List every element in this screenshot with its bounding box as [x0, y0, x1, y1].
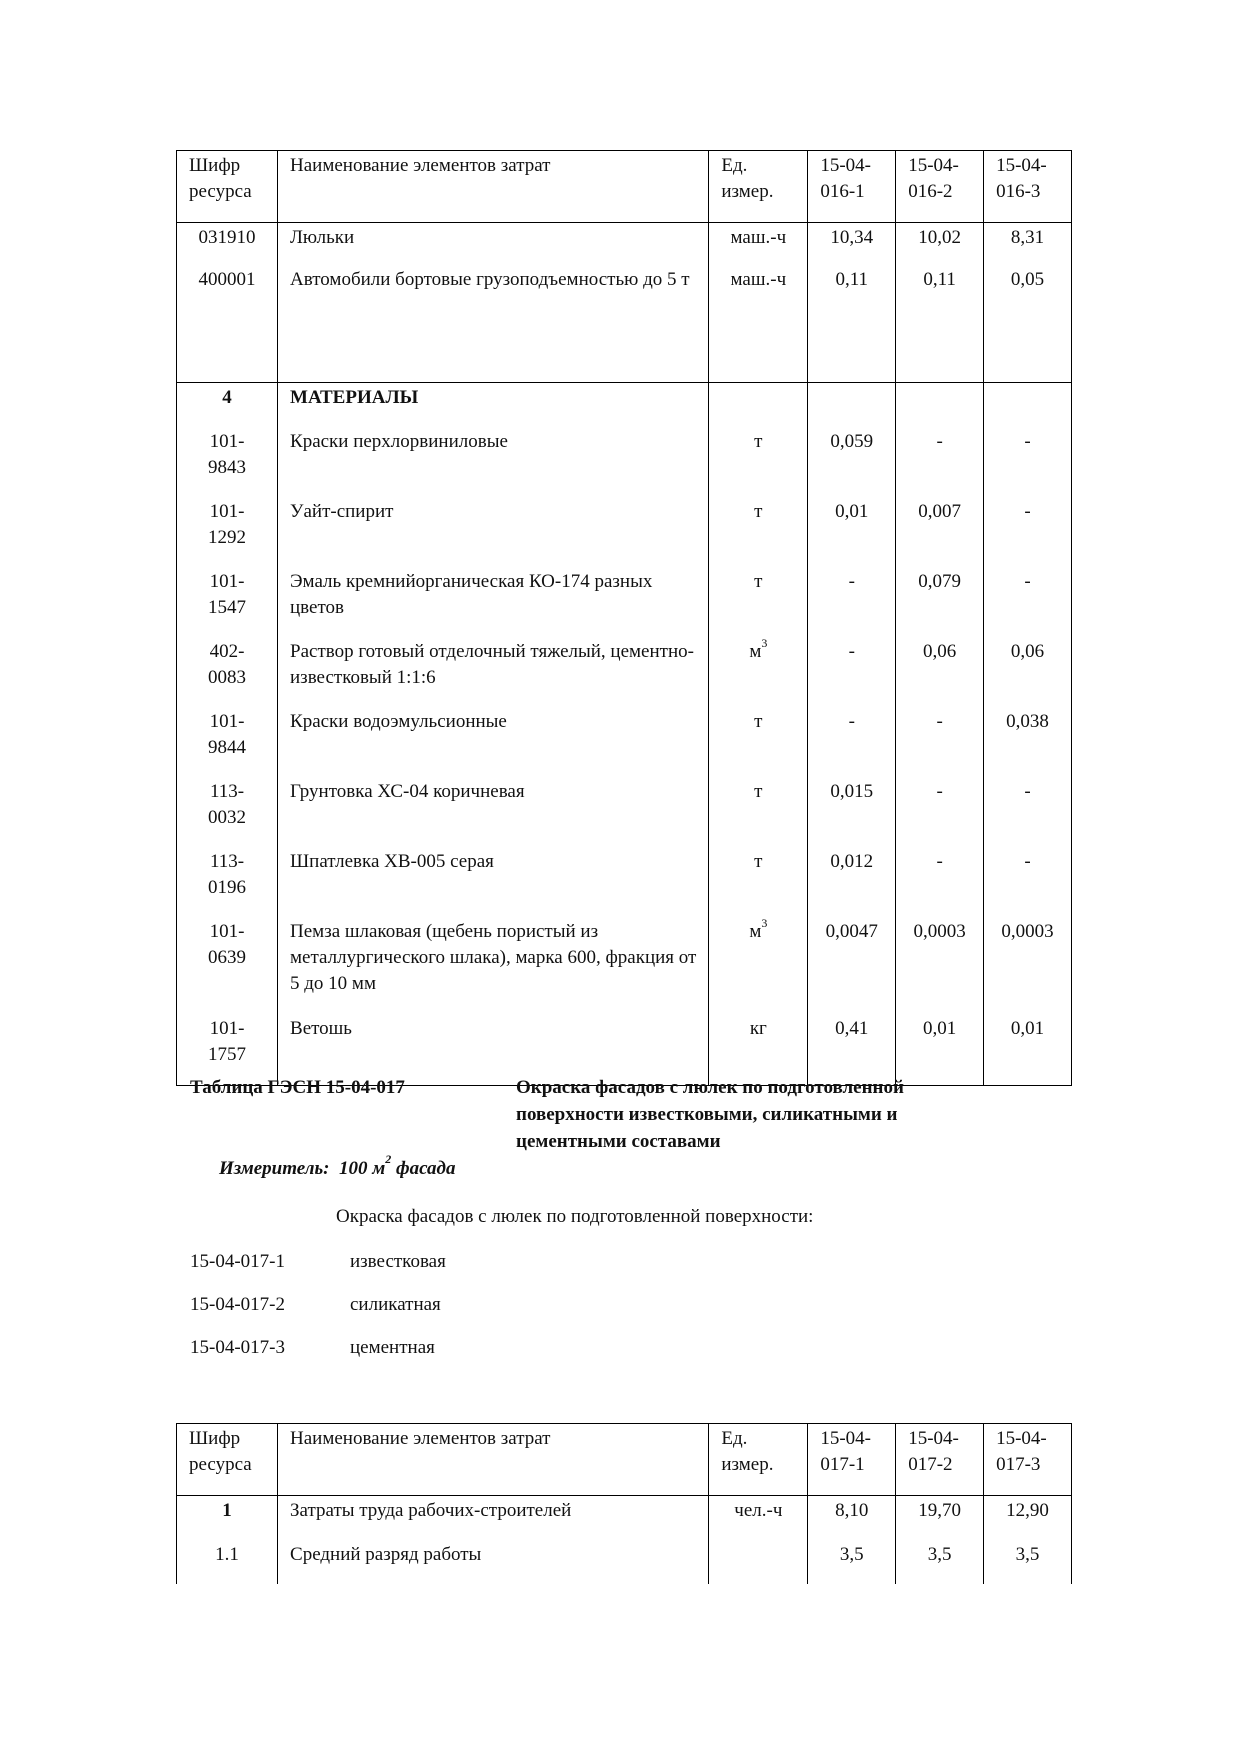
material-value-3: -: [984, 567, 1072, 637]
header-unit: Ед. измер.: [709, 151, 808, 223]
measure-suffix: фасада: [391, 1158, 456, 1179]
header-code: Шифр ресурса: [177, 151, 278, 223]
material-value-2: -: [896, 427, 984, 497]
row-value-3: 12,90: [984, 1496, 1072, 1540]
row-unit: [709, 1540, 808, 1584]
header-col1: 15-04-016-1: [808, 151, 896, 223]
row-code: 1: [177, 1496, 278, 1540]
material-unit: т: [709, 427, 808, 497]
table-row: [177, 267, 1072, 383]
table-row: [177, 223, 1072, 267]
row-code: 031910: [177, 223, 278, 267]
material-value-2: 0,01: [896, 1014, 984, 1086]
row-name: Затраты труда рабочих-строителей: [278, 1496, 709, 1540]
material-value-1: -: [808, 707, 896, 777]
material-name: Шпатлевка ХВ-005 серая: [278, 847, 709, 917]
empty-cell: [984, 383, 1072, 427]
list-item: [190, 1248, 446, 1275]
material-value-1: 0,059: [808, 427, 896, 497]
item-code: 15-04-017-3: [190, 1337, 285, 1358]
resources-table-017: [176, 1423, 1072, 1584]
material-code: 101-1547: [177, 567, 278, 637]
material-code: 402-0083: [177, 637, 278, 707]
material-name: Пемза шлаковая (щебень пористый из металлургического шлака), марка 600, фракция от 5 до 10 мм: [278, 917, 709, 1014]
material-code: 113-0032: [177, 777, 278, 847]
intro-text: Окраска фасадов с люлек по подготовленной поверхности:: [336, 1206, 814, 1227]
material-code: 113-0196: [177, 847, 278, 917]
material-value-3: 0,038: [984, 707, 1072, 777]
list-item: [190, 1334, 435, 1361]
material-unit: т: [709, 847, 808, 917]
material-value-2: -: [896, 707, 984, 777]
material-unit: кг: [709, 1014, 808, 1086]
material-value-3: 0,01: [984, 1014, 1072, 1086]
material-value-3: -: [984, 777, 1072, 847]
material-name: Уайт-спирит: [278, 497, 709, 567]
material-name: Ветошь: [278, 1014, 709, 1086]
unit-text: м: [749, 640, 762, 662]
material-unit: [709, 637, 808, 707]
material-value-1: 0,012: [808, 847, 896, 917]
row-name: Автомобили бортовые грузоподъемностью до 5 т: [278, 267, 709, 383]
table-row: [177, 1496, 1072, 1540]
row-value-2: 10,02: [896, 223, 984, 267]
material-value-1: -: [808, 567, 896, 637]
material-value-3: 0,06: [984, 637, 1072, 707]
item-label: цементная: [350, 1337, 435, 1358]
material-code: 101-1292: [177, 497, 278, 567]
table-header-row: [177, 1424, 1072, 1496]
row-name: Люльки: [278, 223, 709, 267]
material-value-2: 0,06: [896, 637, 984, 707]
header-col2: 15-04-016-2: [896, 151, 984, 223]
header-unit: Ед. измер.: [709, 1424, 808, 1496]
header-name: Наименование элементов затрат: [278, 151, 709, 223]
row-value-3: 3,5: [984, 1540, 1072, 1584]
material-code: 101-1757: [177, 1014, 278, 1086]
measure-sup: 2: [385, 1152, 392, 1166]
material-code: 101-9843: [177, 427, 278, 497]
header-col3: 15-04-017-3: [984, 1424, 1072, 1496]
row-value-2: 3,5: [896, 1540, 984, 1584]
table-code: Таблица ГЭСН 15-04-017: [190, 1077, 405, 1098]
material-value-3: -: [984, 427, 1072, 497]
material-code: 101-9844: [177, 707, 278, 777]
section-name: МАТЕРИАЛЫ: [278, 383, 709, 427]
section-row: [177, 383, 1072, 427]
unit-sup: 3: [761, 635, 768, 650]
row-unit: чел.-ч: [709, 1496, 808, 1540]
header-col2: 15-04-017-2: [896, 1424, 984, 1496]
material-value-1: 0,01: [808, 497, 896, 567]
material-name: Эмаль кремнийорганическая КО-174 разных цветов: [278, 567, 709, 637]
material-value-1: -: [808, 637, 896, 707]
material-unit: т: [709, 777, 808, 847]
material-value-2: 0,079: [896, 567, 984, 637]
unit-text: м: [749, 920, 762, 942]
material-value-1: 0,015: [808, 777, 896, 847]
material-row: [177, 497, 1072, 567]
empty-cell: [808, 383, 896, 427]
row-value-2: 19,70: [896, 1496, 984, 1540]
material-unit: [709, 917, 808, 1014]
row-value-3: 8,31: [984, 223, 1072, 267]
item-label: силикатная: [350, 1294, 441, 1315]
material-name: Краски водоэмульсионные: [278, 707, 709, 777]
row-value-1: 10,34: [808, 223, 896, 267]
material-unit: т: [709, 707, 808, 777]
material-name: Раствор готовый отделочный тяжелый, цементно-известковый 1:1:6: [278, 637, 709, 707]
material-value-2: 0,0003: [896, 917, 984, 1014]
material-row: [177, 777, 1072, 847]
item-label: известковая: [350, 1251, 446, 1272]
measure-label: Измеритель:: [219, 1158, 330, 1179]
material-value-3: 0,0003: [984, 917, 1072, 1014]
row-code: 400001: [177, 267, 278, 383]
table-row: [177, 1540, 1072, 1584]
header-name: Наименование элементов затрат: [278, 1424, 709, 1496]
material-row: [177, 847, 1072, 917]
material-value-2: -: [896, 777, 984, 847]
unit-sup: 3: [761, 915, 768, 930]
row-unit: маш.-ч: [709, 223, 808, 267]
material-value-2: -: [896, 847, 984, 917]
material-row: [177, 637, 1072, 707]
item-code: 15-04-017-2: [190, 1294, 285, 1315]
measure: [219, 1152, 456, 1182]
header-col1: 15-04-017-1: [808, 1424, 896, 1496]
measure-value: 100 м: [338, 1158, 386, 1179]
material-name: Краски перхлорвиниловые: [278, 427, 709, 497]
row-code: 1.1: [177, 1540, 278, 1584]
section-title: Окраска фасадов с люлек по подготовленной поверхности известковыми, силикатными и цементными составами: [516, 1077, 904, 1152]
material-row: [177, 917, 1072, 1014]
material-code: 101-0639: [177, 917, 278, 1014]
item-code: 15-04-017-1: [190, 1251, 285, 1272]
header-col3: 15-04-016-3: [984, 151, 1072, 223]
material-row: [177, 427, 1072, 497]
row-unit: маш.-ч: [709, 267, 808, 383]
material-unit: т: [709, 497, 808, 567]
empty-cell: [896, 383, 984, 427]
row-value-2: 0,11: [896, 267, 984, 383]
row-value-3: 0,05: [984, 267, 1072, 383]
row-name: Средний разряд работы: [278, 1540, 709, 1584]
table-header-row: [177, 151, 1072, 223]
material-row: [177, 707, 1072, 777]
list-item: [190, 1291, 441, 1318]
material-value-2: 0,007: [896, 497, 984, 567]
material-unit: т: [709, 567, 808, 637]
material-value-1: 0,0047: [808, 917, 896, 1014]
section-code: 4: [177, 383, 278, 427]
header-code: Шифр ресурса: [177, 1424, 278, 1496]
row-value-1: 8,10: [808, 1496, 896, 1540]
materials-body: [177, 427, 1072, 1086]
row-value-1: 0,11: [808, 267, 896, 383]
material-value-3: -: [984, 497, 1072, 567]
material-value-1: 0,41: [808, 1014, 896, 1086]
empty-cell: [709, 383, 808, 427]
row-value-1: 3,5: [808, 1540, 896, 1584]
material-row: [177, 567, 1072, 637]
material-name: Грунтовка ХС-04 коричневая: [278, 777, 709, 847]
resources-table-016: [176, 150, 1072, 1086]
material-value-3: -: [984, 847, 1072, 917]
